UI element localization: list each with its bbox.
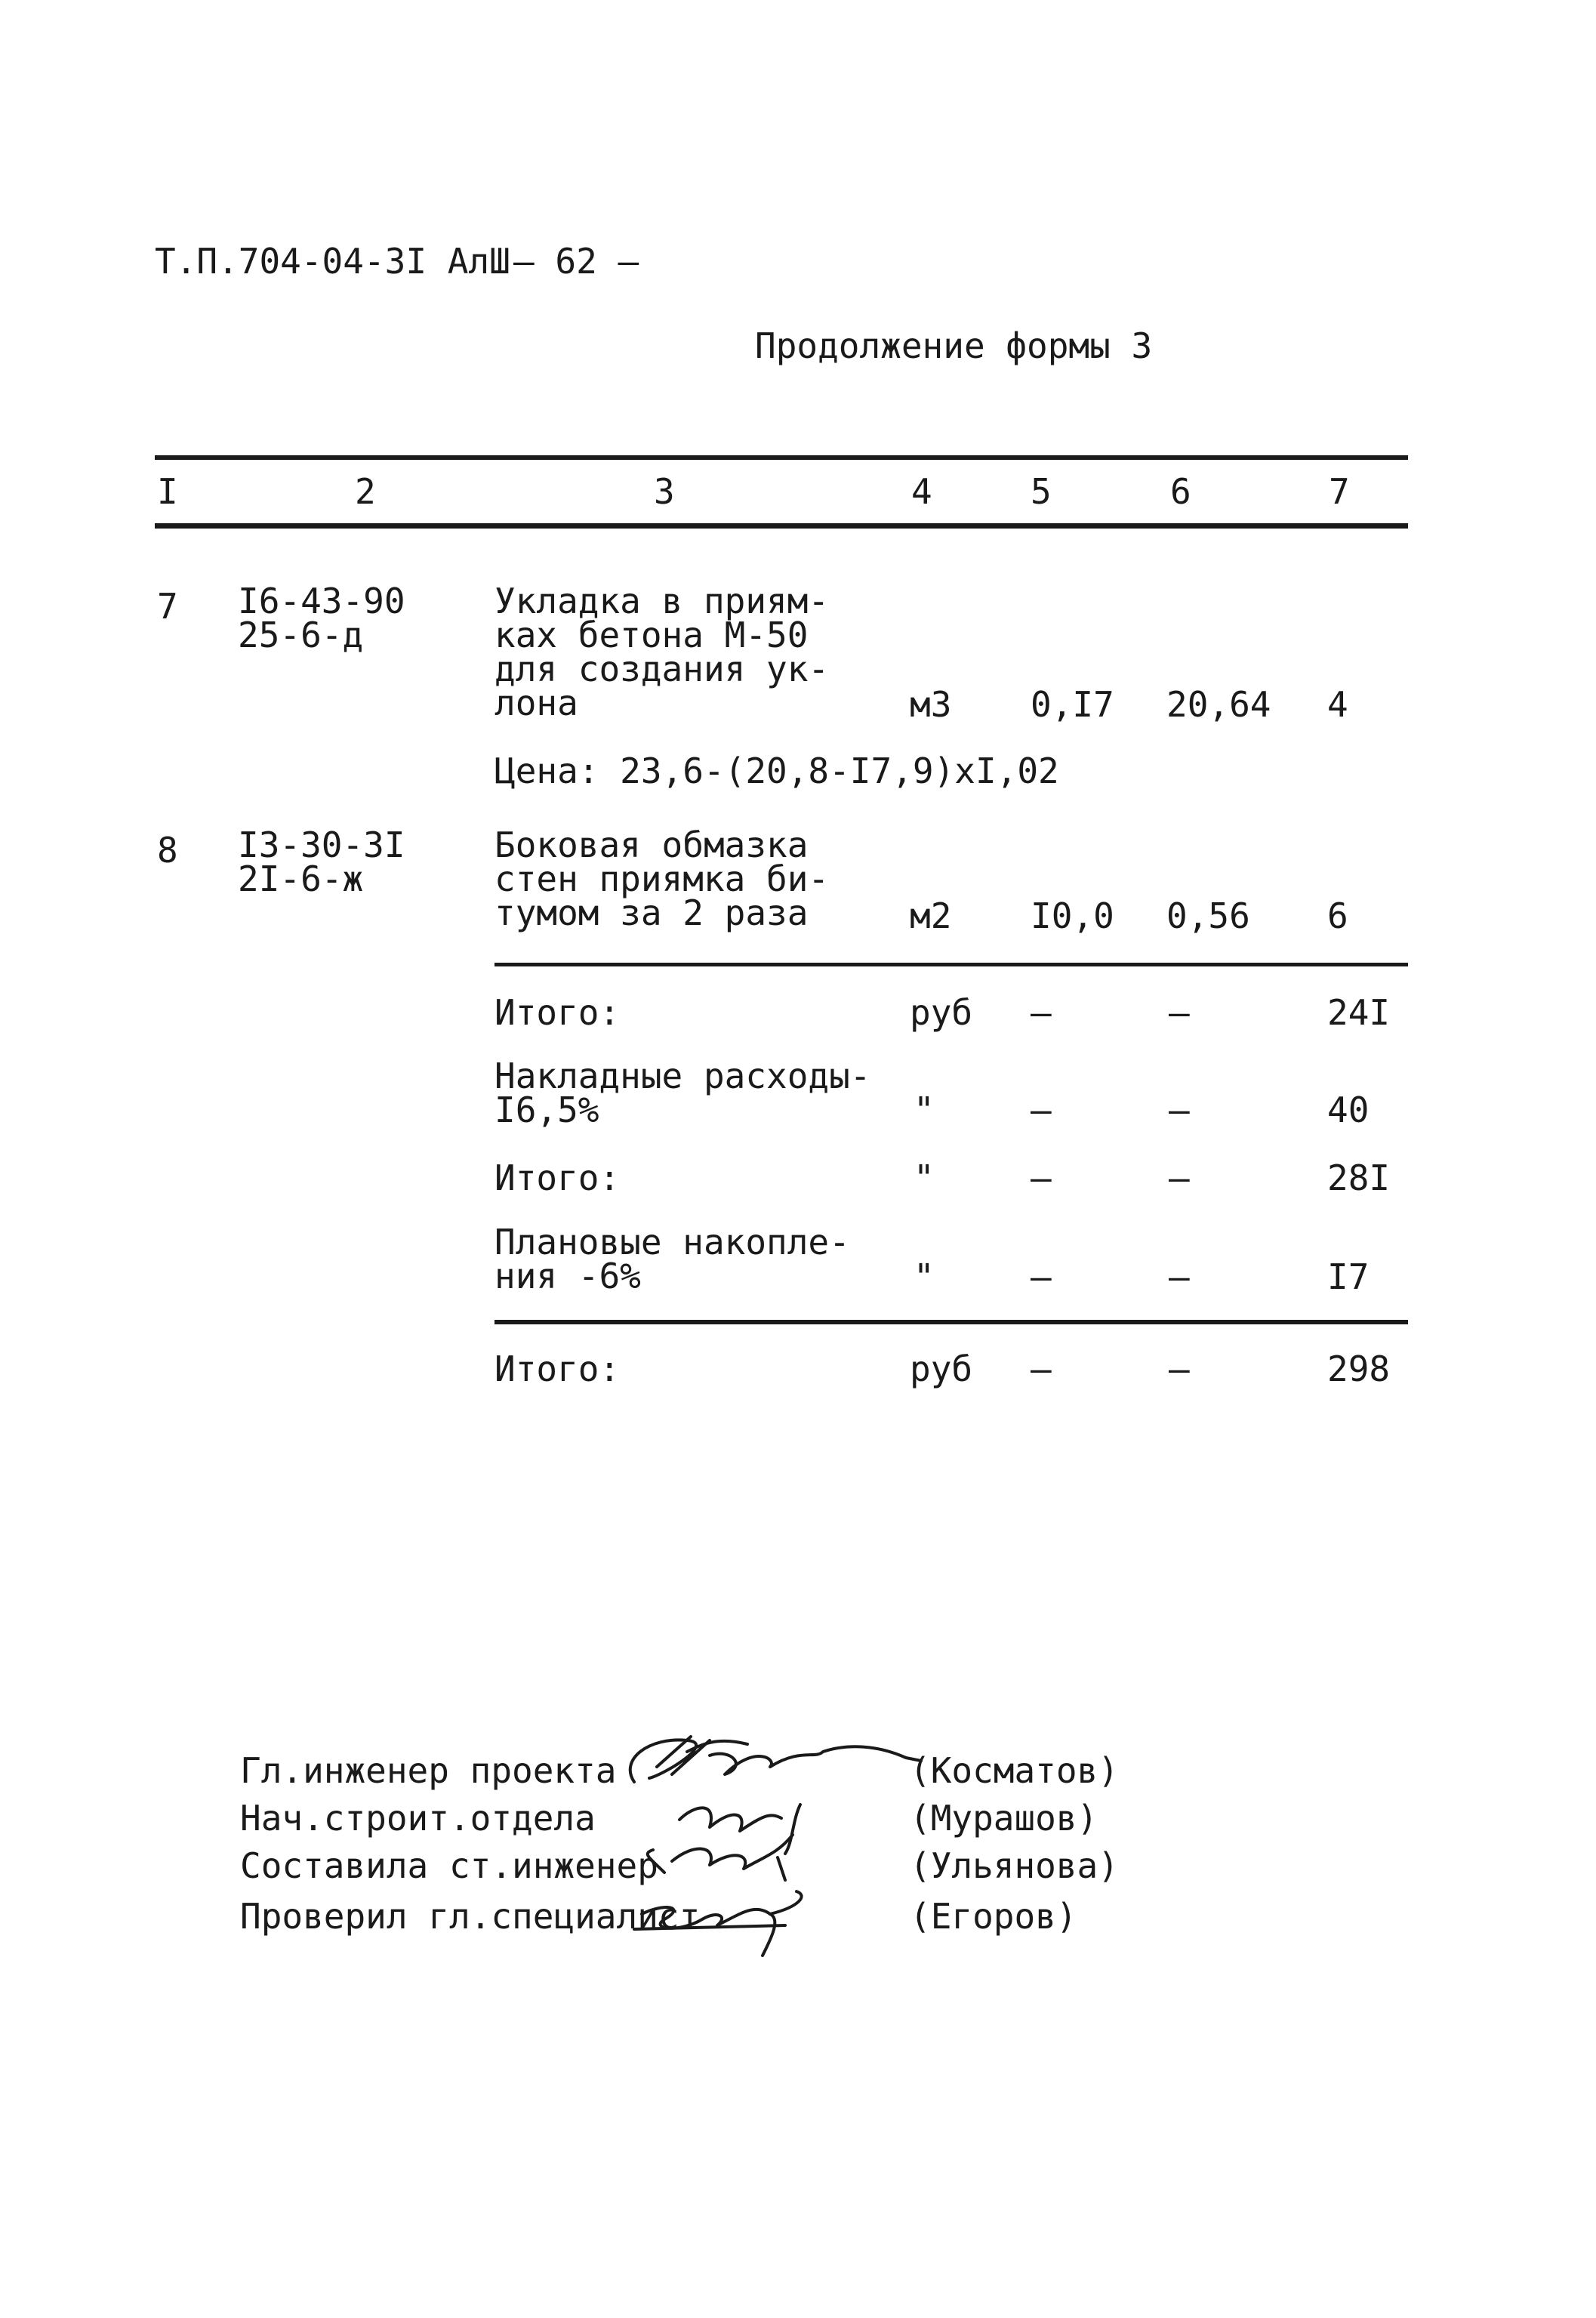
table-header-rule (155, 523, 1408, 529)
row-7-price: 20,64 (1166, 684, 1271, 725)
summary-1-price: – (1169, 992, 1190, 1033)
summary-2-total: 40 (1327, 1090, 1370, 1130)
grand-total-price: – (1169, 1349, 1190, 1389)
summary-3-label: Итого: (495, 1157, 621, 1198)
subtotal-rule (495, 963, 1408, 966)
summary-3-total: 28I (1327, 1157, 1391, 1198)
column-header-7: 7 (1329, 471, 1350, 512)
handwritten-signatures (619, 1722, 966, 1971)
signatory-1-title: Гл.инженер проекта (240, 1750, 617, 1791)
row-8-total: 6 (1327, 895, 1348, 936)
summary-2-qty: – (1031, 1090, 1052, 1130)
row-8-price: 0,56 (1166, 895, 1250, 936)
row-8-unit: м2 (910, 895, 952, 936)
row-7-price-note: Цена: 23,6-(20,8-I7,9)хI,02 (495, 751, 1059, 791)
summary-4-price: – (1169, 1256, 1190, 1297)
column-header-6: 6 (1170, 471, 1191, 512)
row-7-code: I6-43-90 25-6-д (238, 581, 405, 655)
summary-1-label: Итого: (495, 992, 621, 1033)
row-8-code: I3-30-3I 2I-6-ж (238, 825, 405, 899)
summary-4-unit: " (914, 1256, 935, 1297)
column-header-4: 4 (911, 471, 932, 512)
summary-2-label: Накладные расходы- I6,5% (495, 1056, 871, 1130)
row-7-total: 4 (1327, 684, 1348, 725)
summary-2-price: – (1169, 1090, 1190, 1130)
page-number: — 62 — (513, 241, 639, 282)
total-rule (495, 1320, 1408, 1324)
row-7-unit: м3 (910, 684, 952, 725)
grand-total-value: 298 (1327, 1349, 1391, 1389)
summary-3-price: – (1169, 1157, 1190, 1198)
signatory-1-name: (Косматов) (910, 1750, 1119, 1791)
table-top-rule (155, 455, 1408, 460)
signatory-3-title: Составила ст.инженер (240, 1845, 658, 1886)
row-8-description: Боковая обмазка стен приямка би- тумом за 2 раза (495, 825, 830, 933)
signatory-2-title: Нач.строит.отдела (240, 1798, 596, 1839)
column-header-3: 3 (654, 471, 675, 512)
summary-2-unit: " (914, 1090, 935, 1130)
row-8-number: 8 (157, 830, 178, 871)
signatory-4-title: Проверил гл.специалист (240, 1896, 701, 1937)
signatory-3-name: (Ульянова) (910, 1845, 1119, 1886)
summary-1-qty: – (1031, 992, 1052, 1033)
form-continuation-title: Продолжение формы 3 (755, 325, 1153, 366)
signatory-4-name: (Егоров) (910, 1896, 1077, 1937)
column-header-2: 2 (355, 471, 376, 512)
grand-total-unit: руб (910, 1349, 973, 1389)
document-reference: Т.П.704-04-3I АлШ (155, 241, 510, 282)
summary-4-qty: – (1031, 1256, 1052, 1297)
summary-4-label: Плановые накопле- ния -6% (495, 1222, 850, 1296)
row-8-quantity: I0,0 (1031, 895, 1114, 936)
summary-3-unit: " (914, 1157, 935, 1198)
summary-1-unit: руб (910, 992, 973, 1033)
grand-total-qty: – (1031, 1349, 1052, 1389)
summary-1-total: 24I (1327, 992, 1391, 1033)
column-header-1: I (157, 471, 178, 512)
summary-3-qty: – (1031, 1157, 1052, 1198)
signatory-2-name: (Мурашов) (910, 1798, 1098, 1839)
row-7-description: Укладка в приям- ках бетона М-50 для создания ук- лона (495, 581, 830, 723)
summary-4-total: I7 (1327, 1256, 1370, 1297)
grand-total-label: Итого: (495, 1349, 621, 1389)
row-7-number: 7 (157, 586, 178, 627)
column-header-5: 5 (1031, 471, 1052, 512)
row-7-quantity: 0,I7 (1031, 684, 1114, 725)
